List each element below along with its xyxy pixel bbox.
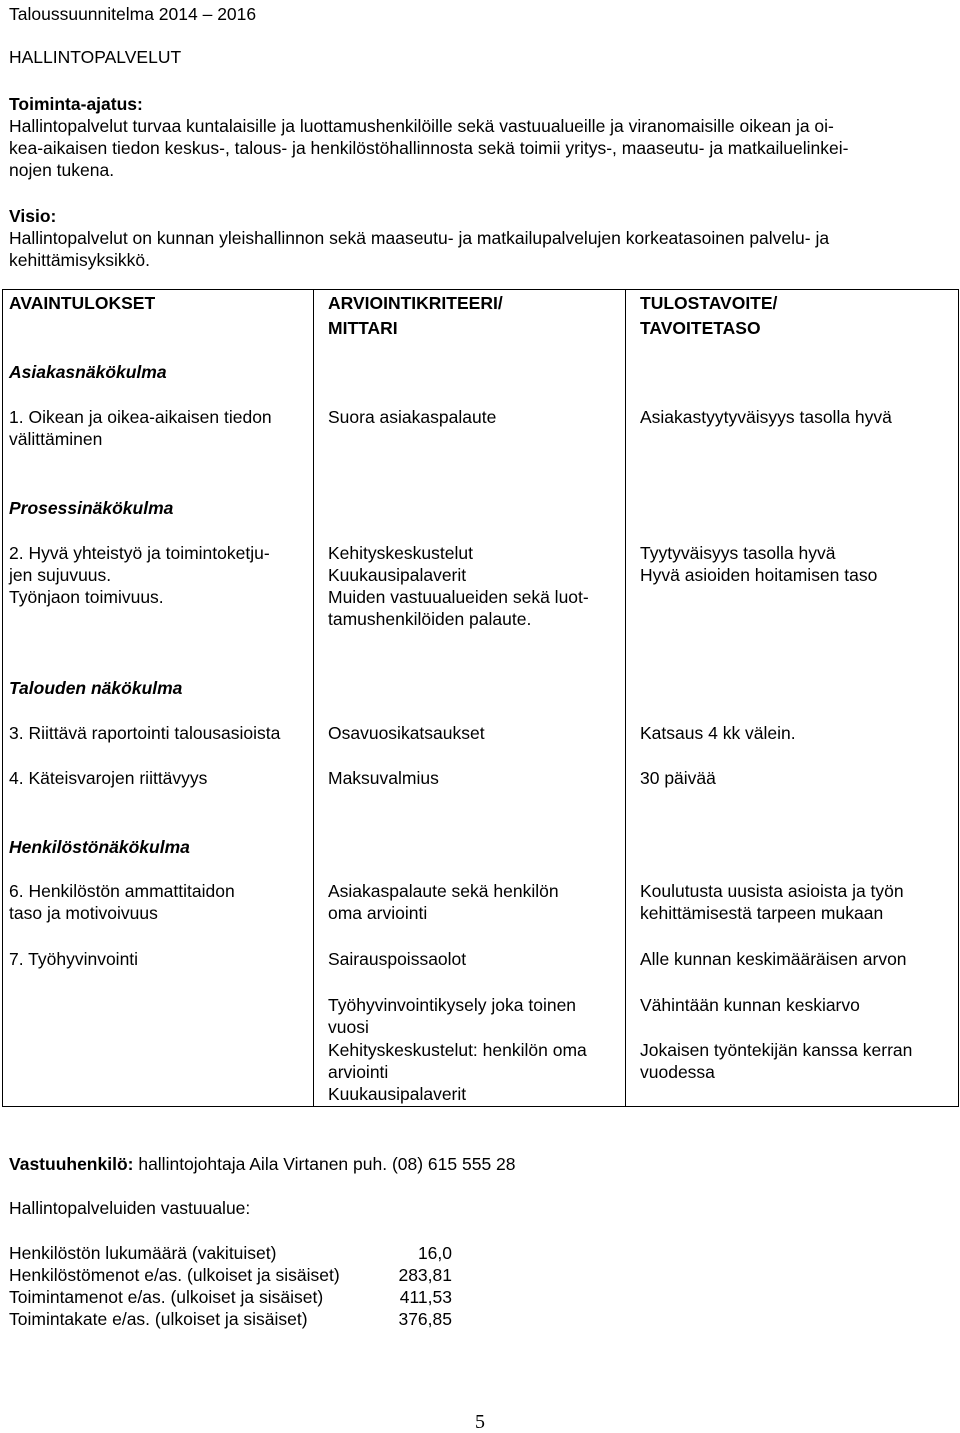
target-9: [640, 1039, 912, 1083]
criteria-line: arviointi: [328, 1062, 389, 1082]
page-number: 5: [475, 1411, 485, 1433]
key-result-1: [9, 406, 311, 450]
criteria-8: [328, 994, 626, 1038]
figure-label: Henkilöstömenot e/as. (ulkoiset ja sisäiset): [9, 1265, 340, 1285]
key-result-4: 4. Käteisvarojen riittävyys: [9, 768, 208, 788]
key-result-line: jen sujuvuus.: [9, 565, 112, 585]
vision-text: [9, 227, 953, 271]
area-heading: Hallintopalveluiden vastuualue:: [9, 1198, 251, 1218]
header-criteria: [328, 292, 503, 339]
criteria-line: Kuukausipalaverit: [328, 565, 467, 585]
target-2: [640, 542, 877, 586]
target-line: kehittämisestä tarpeen mukaan: [640, 903, 884, 923]
section-customer: Asiakasnäkökulma: [9, 362, 167, 382]
criteria-line: Kehityskeskustelut: [328, 543, 473, 563]
criteria-line: vuosi: [328, 1017, 369, 1037]
criteria-9: [328, 1039, 626, 1105]
section-finance: Talouden näkökulma: [9, 678, 183, 698]
target-line: vuodessa: [640, 1062, 715, 1082]
mission-line: Hallintopalvelut turvaa kuntalaisille ja luottamushenkilöille sekä vastuualueille ja viranomaisille oikean ja oi-: [9, 116, 834, 136]
area-figures: [9, 1242, 454, 1332]
vision-line: kehittämisyksikkö.: [9, 250, 151, 270]
criteria-line: Kuukausipalaverit: [328, 1084, 467, 1104]
key-result-line: Työnjaon toimivuus.: [9, 587, 164, 607]
section-process: Prosessinäkökulma: [9, 498, 174, 518]
mission-line: kea-aikaisen tiedon keskus-, talous- ja henkilöstöhallinnosta sekä toimii yritys-, maaseutu- ja matkailuelinkei-: [9, 138, 849, 158]
target-3: Katsaus 4 kk välein.: [640, 723, 796, 743]
mission-line: nojen tukena.: [9, 160, 115, 180]
key-result-line: välittäminen: [9, 429, 103, 449]
key-result-7: 7. Työhyvinvointi: [9, 949, 139, 969]
figure-value: 16,0: [417, 1243, 452, 1263]
figure-value: 283,81: [398, 1265, 452, 1285]
vision-line: Hallintopalvelut on kunnan yleishallinnon sekä maaseutu- ja matkailupalvelujen korkeatasoinen palvelu- ja: [9, 228, 830, 248]
criteria-6: [328, 880, 559, 924]
header-key-results: AVAINTULOKSET: [9, 293, 156, 313]
criteria-line: Työhyvinvointikysely joka toinen: [328, 995, 577, 1015]
criteria-line: Asiakaspalaute sekä henkilön: [328, 881, 559, 901]
header-criteria-line: ARVIOINTIKRITEERI/: [328, 293, 503, 313]
target-1: Asiakastyytyväisyys tasolla hyvä: [640, 407, 892, 427]
responsible-text: hallintojohtaja Aila Virtanen puh. (08) 615 555 28: [133, 1154, 516, 1174]
header-target-line: TULOSTAVOITE/: [640, 293, 778, 313]
target-line: Tyytyväisyys tasolla hyvä: [640, 543, 836, 563]
key-result-3: 3. Riittävä raportointi talousasioista: [9, 723, 281, 743]
responsible-label: Vastuuhenkilö:: [9, 1154, 134, 1174]
criteria-line: Muiden vastuualueiden sekä luot-: [328, 587, 589, 607]
criteria-1: Suora asiakaspalaute: [328, 407, 497, 427]
key-result-2: [9, 542, 311, 608]
figure-label: Toimintakate e/as. (ulkoiset ja sisäiset): [9, 1309, 308, 1329]
key-result-line: 6. Henkilöstön ammattitaidon: [9, 881, 235, 901]
target-8: Vähintään kunnan keskiarvo: [640, 995, 860, 1015]
target-line: Jokaisen työntekijän kanssa kerran: [640, 1040, 913, 1060]
criteria-line: oma arviointi: [328, 903, 428, 923]
mission-text: [9, 115, 949, 181]
figure-value: 411,53: [399, 1287, 452, 1307]
key-result-line: 1. Oikean ja oikea-aikaisen tiedon: [9, 407, 272, 427]
header-criteria-line: MITTARI: [328, 318, 398, 338]
criteria-line: Kehityskeskustelut: henkilön oma: [328, 1040, 587, 1060]
criteria-line: tamushenkilöiden palaute.: [328, 609, 532, 629]
target-4: 30 päivää: [640, 768, 716, 788]
figure-label: Toimintamenot e/as. (ulkoiset ja sisäiset): [9, 1287, 324, 1307]
header-target-line: TAVOITETASO: [640, 318, 761, 338]
key-result-line: 2. Hyvä yhteistyö ja toimintoketju-: [9, 543, 270, 563]
target-7: Alle kunnan keskimääräisen arvon: [640, 949, 907, 969]
criteria-4: Maksuvalmius: [328, 768, 439, 788]
figure-label: Henkilöstön lukumäärä (vakituiset): [9, 1243, 277, 1263]
responsible-person: [9, 1153, 516, 1175]
criteria-2: [328, 542, 626, 630]
document-title: Taloussuunnitelma 2014 – 2016: [9, 4, 257, 24]
unit-title: HALLINTOPALVELUT: [9, 47, 182, 67]
key-result-6: [9, 880, 235, 924]
target-line: Hyvä asioiden hoitamisen taso: [640, 565, 878, 585]
header-target: [640, 292, 777, 339]
section-personnel: Henkilöstönäkökulma: [9, 837, 190, 857]
target-6: [640, 880, 950, 924]
mission-heading: Toiminta-ajatus:: [9, 94, 143, 114]
figure-value: 376,85: [398, 1309, 452, 1329]
key-result-line: taso ja motivoivuus: [9, 903, 158, 923]
vision-heading: Visio:: [9, 206, 57, 226]
criteria-7: Sairauspoissaolot: [328, 949, 467, 969]
target-line: Koulutusta uusista asioista ja työn: [640, 881, 904, 901]
criteria-3: Osavuosikatsaukset: [328, 723, 485, 743]
